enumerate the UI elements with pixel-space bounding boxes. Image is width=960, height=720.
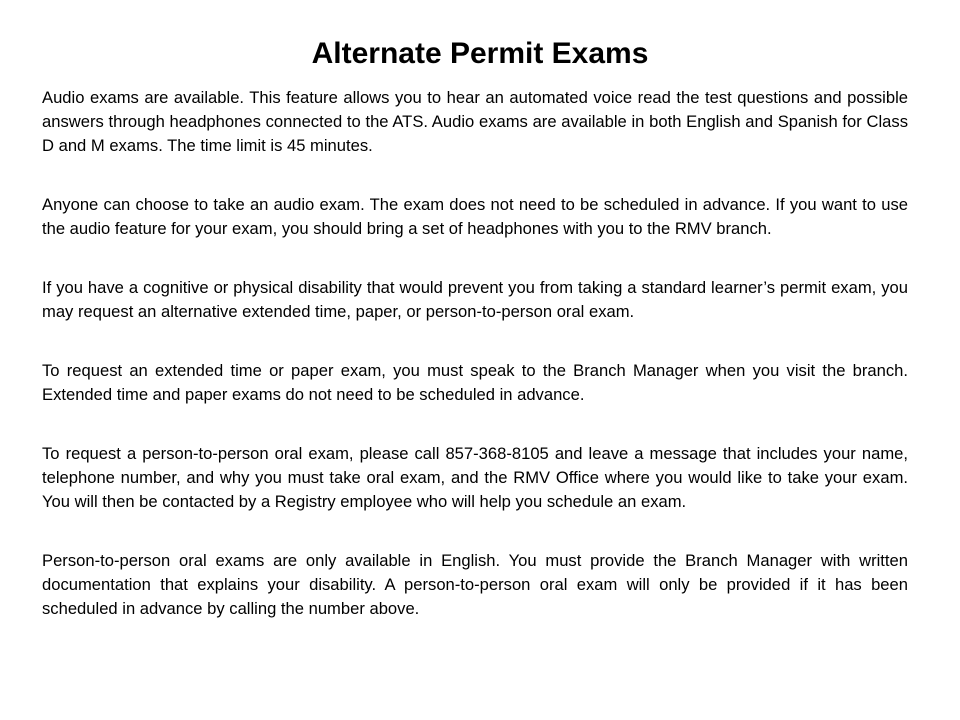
slide-title: Alternate Permit Exams — [311, 37, 649, 70]
paragraph-oral-exam-english: Person-to-person oral exams are only available in English. You must provide the Branch Manager with written documentation that explains your disability. A person-to-person oral exam will only be provided if it has been scheduled in advance by calling the number above. — [42, 551, 908, 618]
paragraph-disability: If you have a cognitive or physical disability that would prevent you from taking a standard learner’s permit exam, you may request an alternative extended time, paper, or person-to-person oral exam. — [42, 278, 908, 321]
paragraph-audio-exams: Audio exams are available. This feature allows you to hear an automated voice read the test questions and possible answers through headphones connected to the ATS. Audio exams are available in both English and Spanish for Class D and M exams. The time limit is 45 minutes. — [42, 88, 908, 155]
slide-body — [42, 86, 908, 621]
paragraph-audio-anyone: Anyone can choose to take an audio exam. The exam does not need to be scheduled in advance. If you want to use the audio feature for your exam, you should bring a set of headphones with you to the RMV branch. — [42, 195, 908, 238]
paragraph-extended-time: To request an extended time or paper exam, you must speak to the Branch Manager when you visit the branch. Extended time and paper exams do not need to be scheduled in advance. — [42, 361, 908, 404]
paragraph-oral-exam-request: To request a person-to-person oral exam, please call 857-368-8105 and leave a message that includes your name, telephone number, and why you must take oral exam, and the RMV Office where you would like to take your exam. You will then be contacted by a Registry employee who will help you schedule an exam. — [42, 444, 908, 511]
